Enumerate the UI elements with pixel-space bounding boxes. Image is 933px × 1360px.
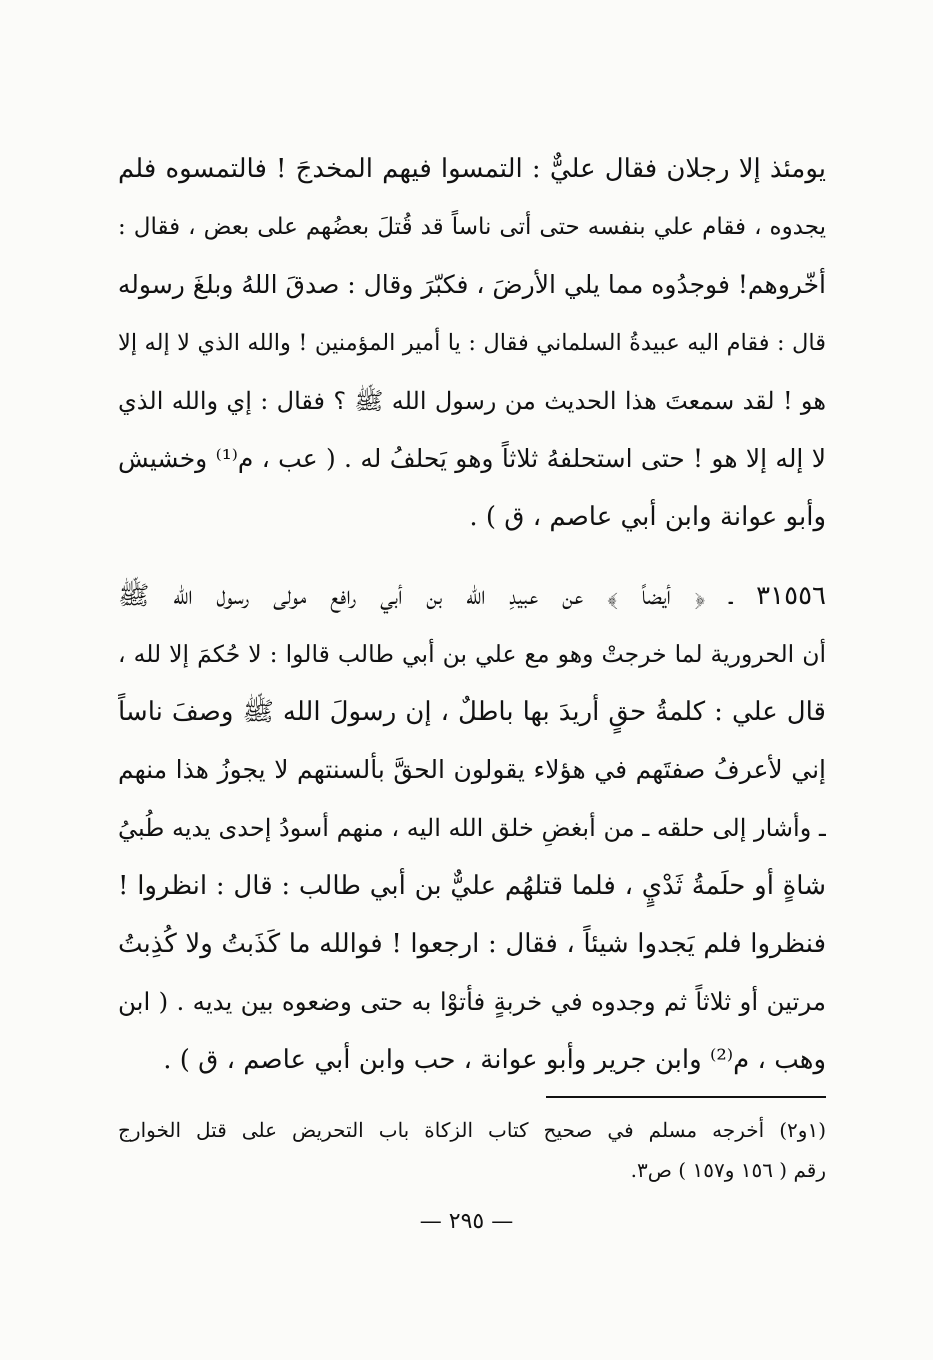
footnote-line: (١و٢) أخرجه مسلم في صحيح كتاب الزكاة باب التحريض على قتل الخوارج — [118, 1118, 826, 1142]
text-line: مرتين أو ثلاثاً ثم وجدوه في خربةٍ فأتوْا به حتى وضعوه بين يديه . ( ابن — [118, 987, 826, 1016]
text-line: ـ وأشار إلى حلقه ـ من أبغضِ خلق الله اليه ، منهم أسودُ إحدى يديه طُبيُ — [118, 814, 826, 842]
text-line: فنظروا فلم يَجدوا شيئاً ، فقال : ارجعوا ! فوالله ما كَذَبتُ ولا كُذِبتُ — [118, 929, 826, 959]
footnote — [118, 1110, 826, 1190]
footnote-divider — [546, 1096, 826, 1098]
text-line: أخّروهم! فوجدُوه مما يلي الأرضَ ، فكبّرَ وقال : صدقَ اللهُ وبلغَ رسوله — [118, 270, 826, 299]
text-line: يجدوه ، فقام علي بنفسه حتى أتى ناساً قد قُتلَ بعضُهم على بعض ، فقال : — [118, 214, 826, 240]
text-line: يومئذ إلا رجلان فقال عليٌّ : التمسوا فيهم المخدجَ ! فالتمسوه فلم — [118, 154, 826, 184]
text-line: شاةٍ أو حلَمةُ ثَدْيٍ ، فلما قتلهُم عليٌّ بن أبي طالب : قال : انظروا ! — [118, 871, 826, 901]
paragraph-2 — [118, 567, 826, 1089]
text-line: لا إله إلا هو ! حتى استحلفهُ ثلاثاً وهو يَحلفُ له . ( عب ، م⁽¹⁾ وخشيش — [118, 444, 826, 473]
text-line: قال : فقام اليه عبيدةُ السلماني فقال : يا أمير المؤمنين ! والله الذي لا إله إلا — [118, 330, 826, 356]
text-line: وأبو عوانة وابن أبي عاصم ، ق ) . — [469, 502, 826, 532]
text-line: قال علي : كلمةُ حقٍ أريدَ بها باطلٌ ، إن رسولَ الله ﷺ وصفَ ناساً — [118, 697, 826, 727]
paragraph-1 — [118, 140, 826, 546]
footnote-line: رقم ( ١٥٦ و١٥٧ ) ص٣. — [630, 1158, 826, 1182]
page-number: — ٢٩٥ — — [419, 1209, 514, 1234]
text-line: ٣١٥٥٦ ـ ﴿ أيضاً ﴾ عن عبيدِ الله بن أبي رافع مولى رسول الله ﷺ — [118, 581, 826, 611]
text-line: وهب ، م⁽²⁾ وابن جرير وأبو عوانة ، حب وابن أبي عاصم ، ق ) . — [163, 1045, 826, 1075]
text-line: أن الحرورية لما خرجتْ وهو مع علي بن أبي طالب قالوا : لا حُكمَ إلا لله ، — [118, 640, 826, 668]
text-line: إني لأعرفُ صفتَهم في هؤلاء يقولون الحقَّ بألسنتهم لا يجوزُ هذا منهم — [118, 755, 826, 784]
text-line: هو ! لقد سمعتَ هذا الحديث من رسول الله ﷺ ؟ فقال : إي والله الذي — [118, 387, 826, 415]
